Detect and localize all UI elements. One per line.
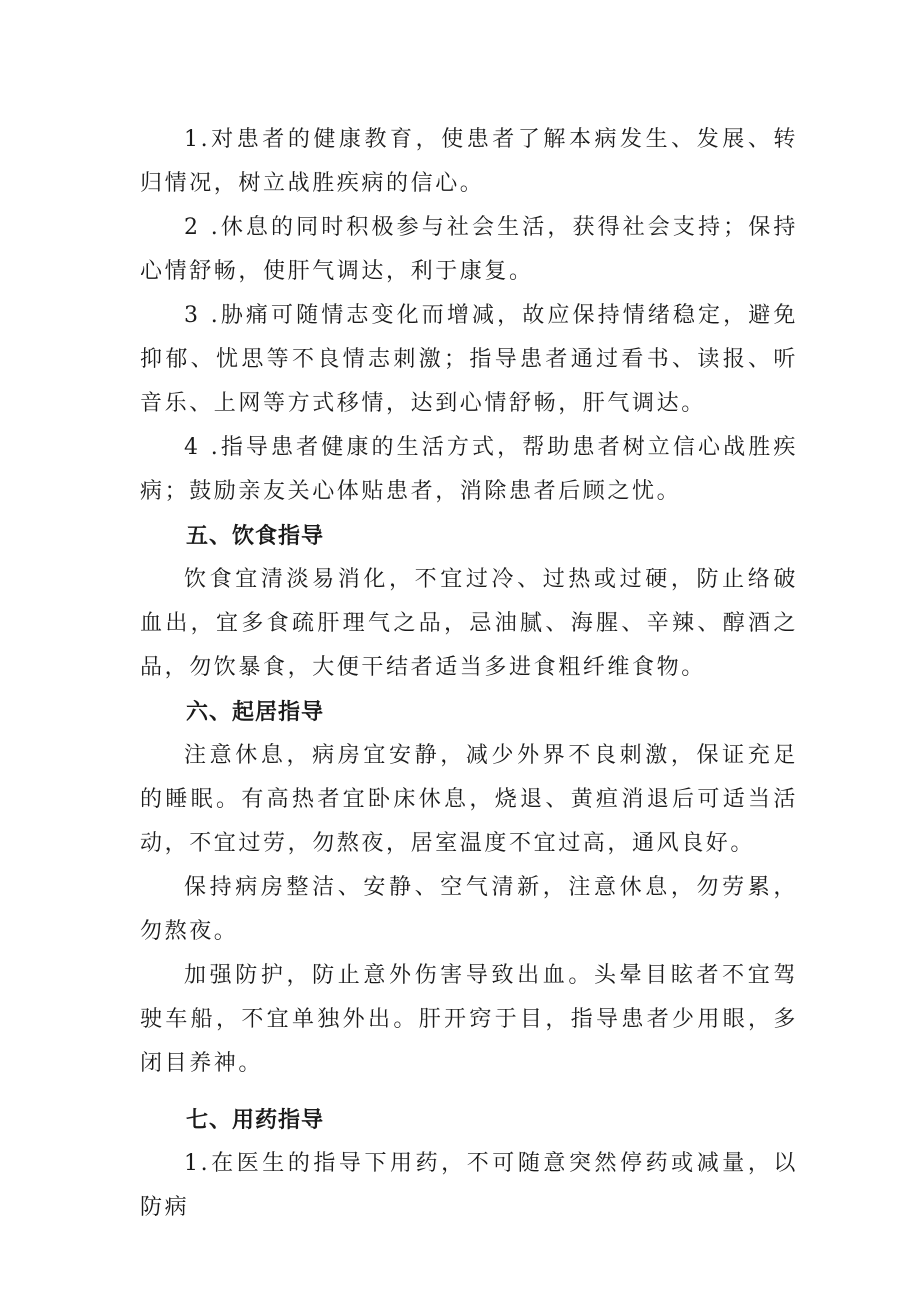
daily-life-paragraph-1: 注意休息，病房宜安静，减少外界不良刺激，保证充足的睡眠。有高热者宜卧床休息，烧退、黄疸消退后可适当活动，不宜过劳，勿熬夜，居室温度不宜过高，通风良好。 <box>140 743 798 856</box>
document-page <box>140 118 798 1230</box>
section-heading-diet: 五、饮食指导 <box>186 523 325 549</box>
paragraph-2: 2 .休息的同时积极参与社会生活，获得社会支持；保持心情舒畅，使肝气调达，利于康复。 <box>140 215 798 284</box>
paragraph-4: 4 .指导患者健康的生活方式，帮助患者树立信心战胜疾病；鼓励亲友关心体贴患者，消除患者后顾之忧。 <box>140 435 798 504</box>
paragraph-3: 3 .胁痛可随情志变化而增减，故应保持情绪稳定，避免抑郁、忧思等不良情志刺激；指导患者通过看书、读报、听音乐、上网等方式移情，达到心情舒畅，肝气调达。 <box>140 303 798 416</box>
section-heading-daily-life: 六、起居指导 <box>186 699 325 725</box>
daily-life-paragraph-2: 保持病房整洁、安静、空气清新，注意休息，勿劳累，勿熬夜。 <box>140 875 798 944</box>
paragraph-1: 1.对患者的健康教育，使患者了解本病发生、发展、转归情况，树立战胜疾病的信心。 <box>140 127 798 196</box>
diet-paragraph: 饮食宜清淡易消化，不宜过冷、过热或过硬，防止络破血出，宜多食疏肝理气之品，忌油腻、海腥、辛辣、醇酒之品，勿饮暴食，大便干结者适当多进食粗纤维食物。 <box>140 567 798 680</box>
section-heading-medication: 七、用药指导 <box>186 1107 325 1133</box>
daily-life-paragraph-3: 加强防护，防止意外伤害导致出血。头晕目眩者不宜驾驶车船，不宜单独外出。肝开窍于目，指导患者少用眼，多闭目养神。 <box>140 963 798 1076</box>
medication-paragraph-1: 1.在医生的指导下用药，不可随意突然停药或减量，以防病 <box>140 1151 798 1220</box>
